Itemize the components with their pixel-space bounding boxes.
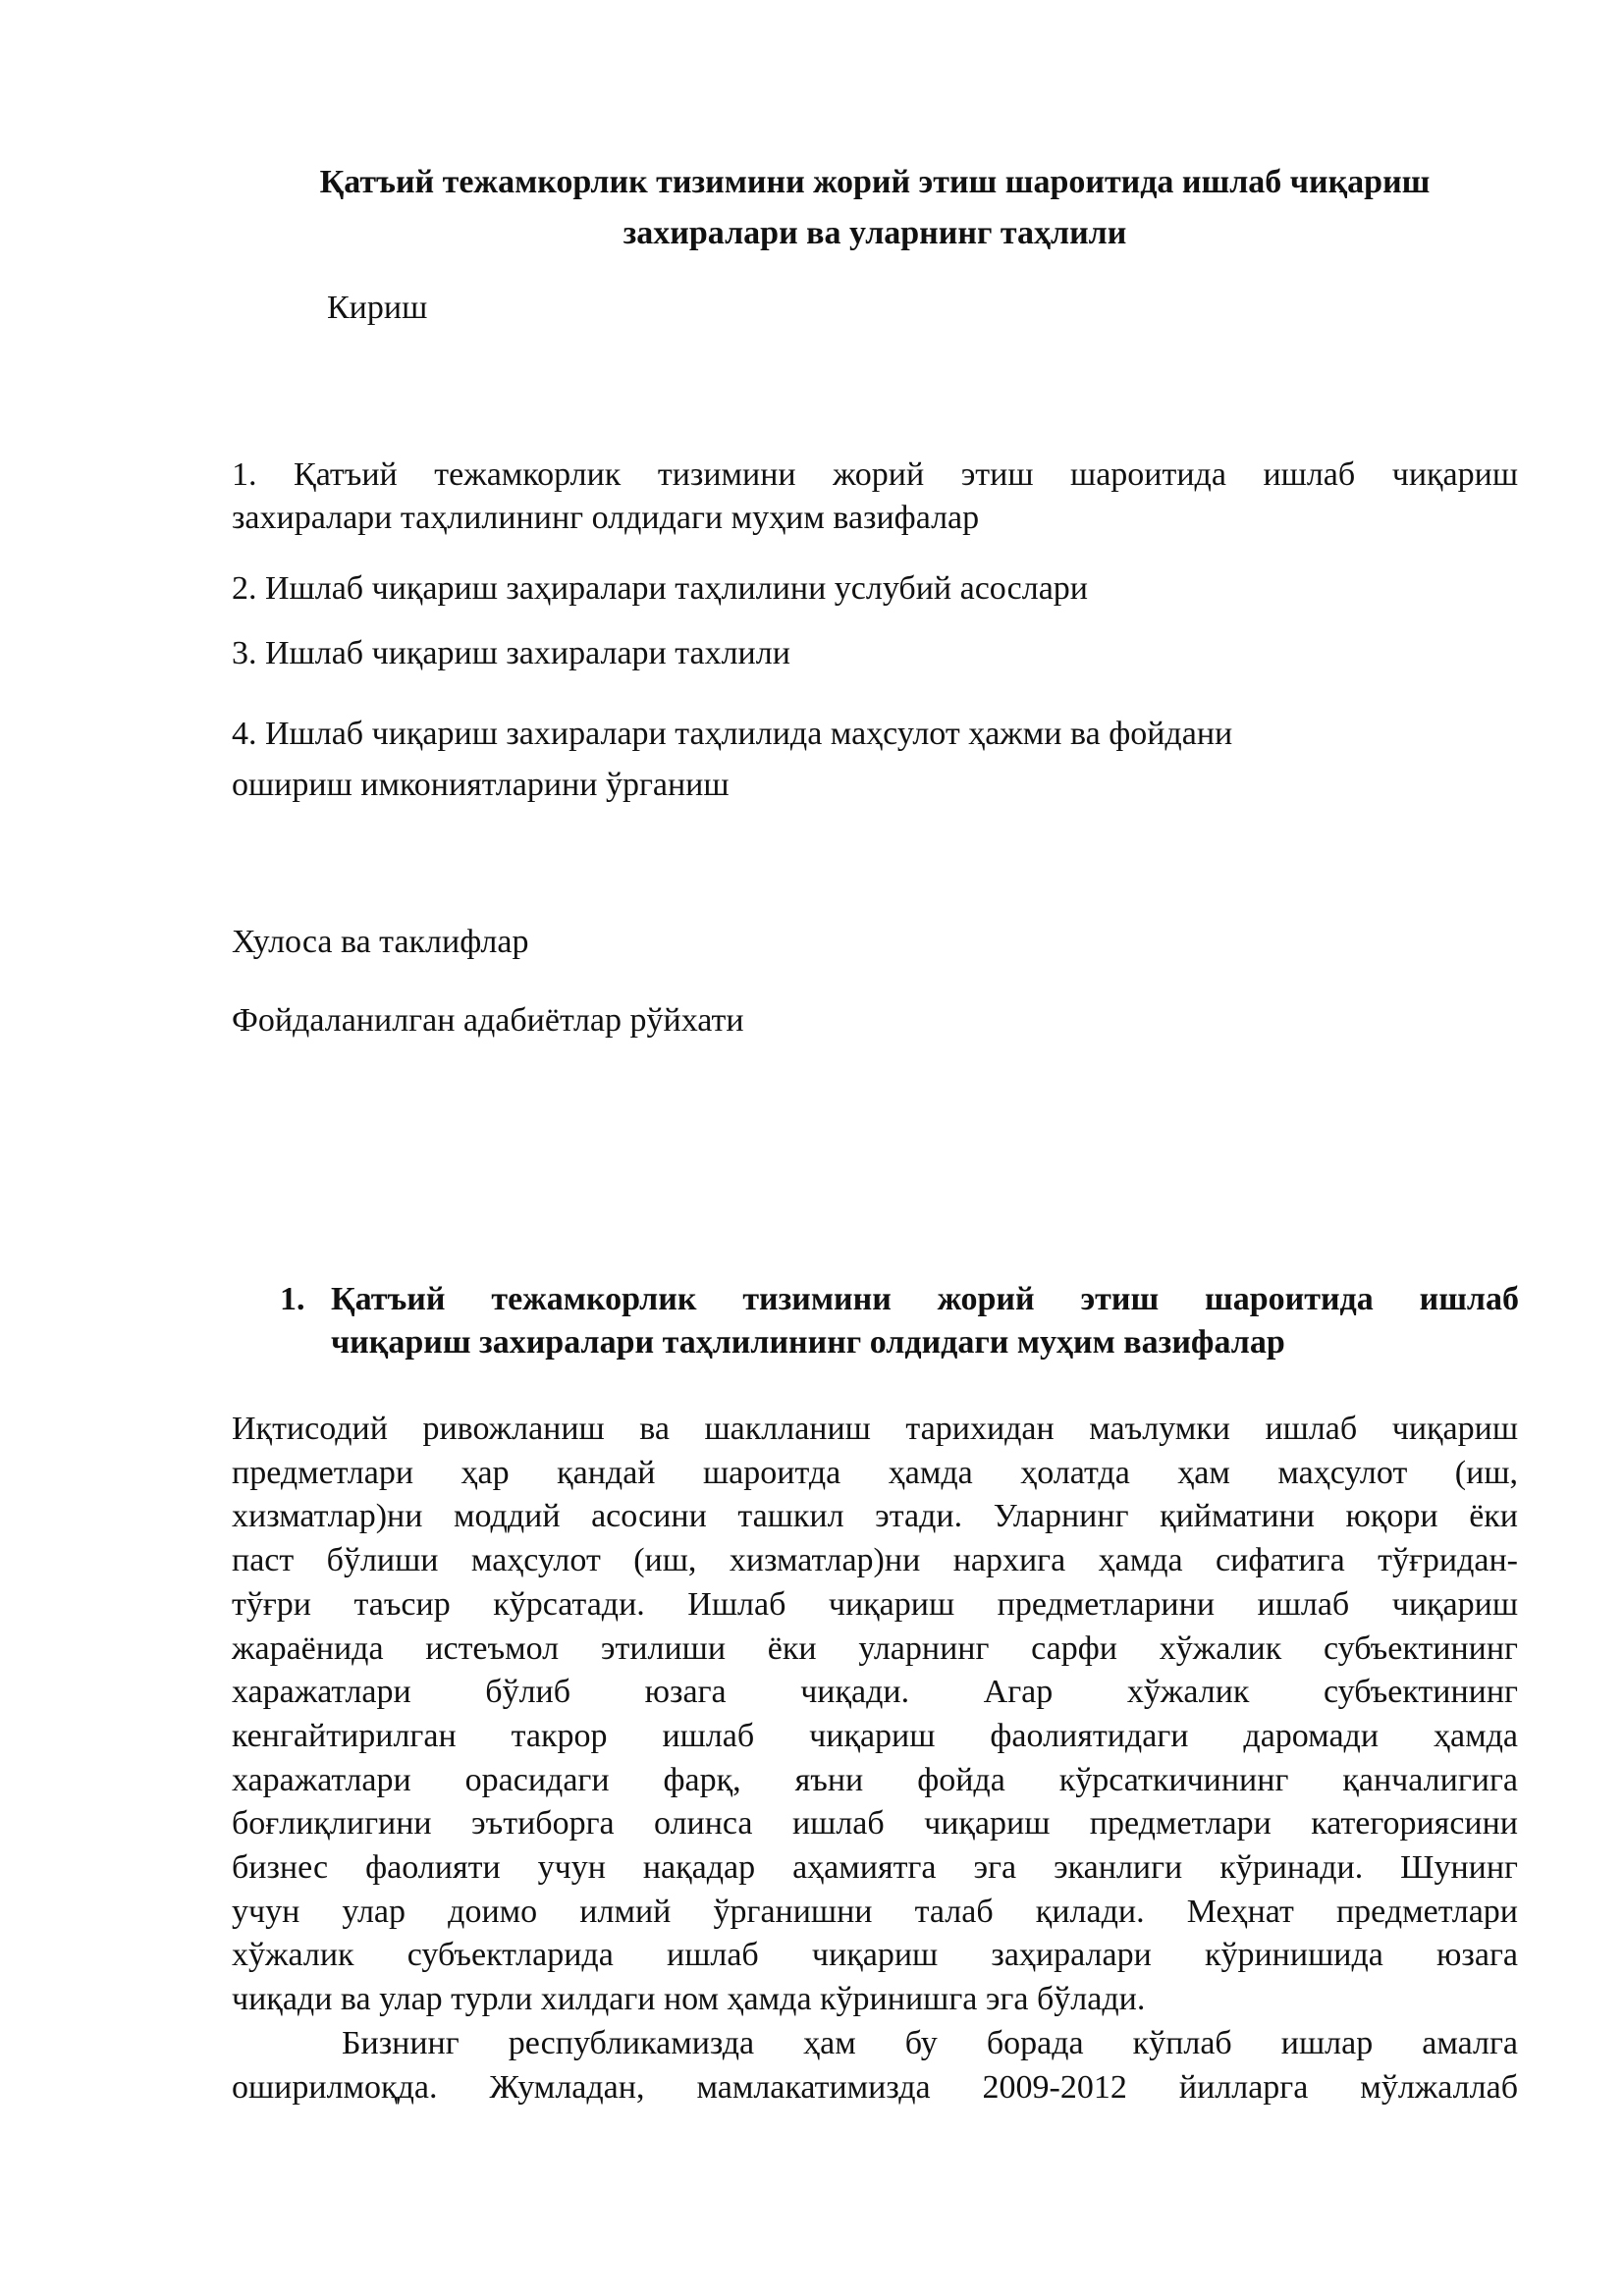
body-line: оширилмоқда. Жумладан, мамлакатимизда 2009-2012 йилларга мўлжаллаб	[232, 2068, 1518, 2106]
section-1-body	[232, 1408, 1518, 2109]
toc-item-4	[232, 709, 1518, 811]
toc-item-4-line-2: ошириш имкониятларини ўрганиш	[232, 767, 730, 803]
toc-references: Фойдаланилган адабиётлар рўйхати	[232, 1002, 744, 1039]
body-line: учун улар доимо илмий ўрганишни талаб қилади. Меҳнат предметлари	[232, 1893, 1518, 1930]
body-line: кенгайтирилган такрор ишлаб чиқариш фаолиятидаги даромади ҳамда	[232, 1717, 1518, 1754]
document-title	[232, 157, 1518, 259]
section-1-heading-text	[331, 1278, 1519, 1364]
body-line: Бизнинг республикамизда ҳам бу борада кўплаб ишлар амалга	[342, 2024, 1518, 2061]
toc-item-1-line-1: 1. Қатъий тежамкорлик тизимини жорий этиш шароитида ишлаб чиқариш	[232, 456, 1518, 493]
section-1-number: 1.	[280, 1281, 305, 1317]
body-line: хўжалик субъектларида ишлаб чиқариш заҳиралари кўринишида юзага	[232, 1937, 1518, 1974]
title-line-1: Қатъий тежамкорлик тизимини жорий этиш шароитида ишлаб чиқариш	[319, 164, 1431, 200]
body-line: паст бўлиши маҳсулот (иш, хизматлар)ни нархига ҳамда сифатига тўғридан-	[232, 1542, 1518, 1579]
toc-item-2: 2. Ишлаб чиқариш заҳиралари таҳлилини услубий асослари	[232, 570, 1088, 607]
body-line: харажатлари бўлиб юзага чиқади. Агар хўжалик субъектининг	[232, 1674, 1518, 1711]
body-line: жараёнида истеъмол этилиши ёки уларнинг сарфи хўжалик субъектининг	[232, 1629, 1518, 1667]
body-line: бизнес фаолияти учун нақадар аҳамиятга эга эканлиги кўринади. Шунинг	[232, 1849, 1518, 1887]
body-line: тўғри таъсир кўрсатади. Ишлаб чиқариш предметларини ишлаб чиқариш	[232, 1585, 1518, 1623]
body-line: чиқади ва улар турли хилдаги ном ҳамда кўринишга эга бўлади.	[232, 1981, 1146, 2018]
body-line: предметлари ҳар қандай шароитда ҳамда ҳолатда ҳам маҳсулот (иш,	[232, 1454, 1518, 1491]
section-1-heading-line-2: чиқариш захиралари таҳлилининг олдидаги муҳим вазифалар	[331, 1324, 1285, 1361]
section-1-heading-line-1: Қатъий тежамкорлик тизимини жорий этиш шароитида ишлаб	[331, 1281, 1519, 1317]
section-1-heading	[280, 1278, 1519, 1364]
body-line: харажатлари орасидаги фарқ, яъни фойда кўрсаткичининг қанчалигига	[232, 1761, 1518, 1798]
toc-item-1	[232, 454, 1518, 540]
toc-item-4-line-1: 4. Ишлаб чиқариш захиралари таҳлилида маҳсулот ҳажми ва фойдани	[232, 716, 1233, 752]
toc-conclusion: Хулоса ва таклифлар	[232, 924, 529, 960]
toc-item-3: 3. Ишлаб чиқариш захиралари тахлили	[232, 635, 790, 671]
body-line: Иқтисодий ривожланиш ва шаклланиш тарихидан маълумки ишлаб чиқариш	[232, 1411, 1518, 1447]
toc-item-1-line-2: захиралари таҳлилининг олдидаги муҳим вазифалар	[232, 500, 980, 536]
body-line: боғлиқлигини эътиборга олинса ишлаб чиқариш предметлари категориясини	[232, 1805, 1518, 1842]
toc-introduction: Кириш	[327, 290, 428, 326]
body-line: хизматлар)ни моддий асосини ташкил этади. Уларнинг қийматини юқори ёки	[232, 1498, 1518, 1535]
title-line-2: захиралари ва уларнинг таҳлили	[623, 215, 1127, 251]
